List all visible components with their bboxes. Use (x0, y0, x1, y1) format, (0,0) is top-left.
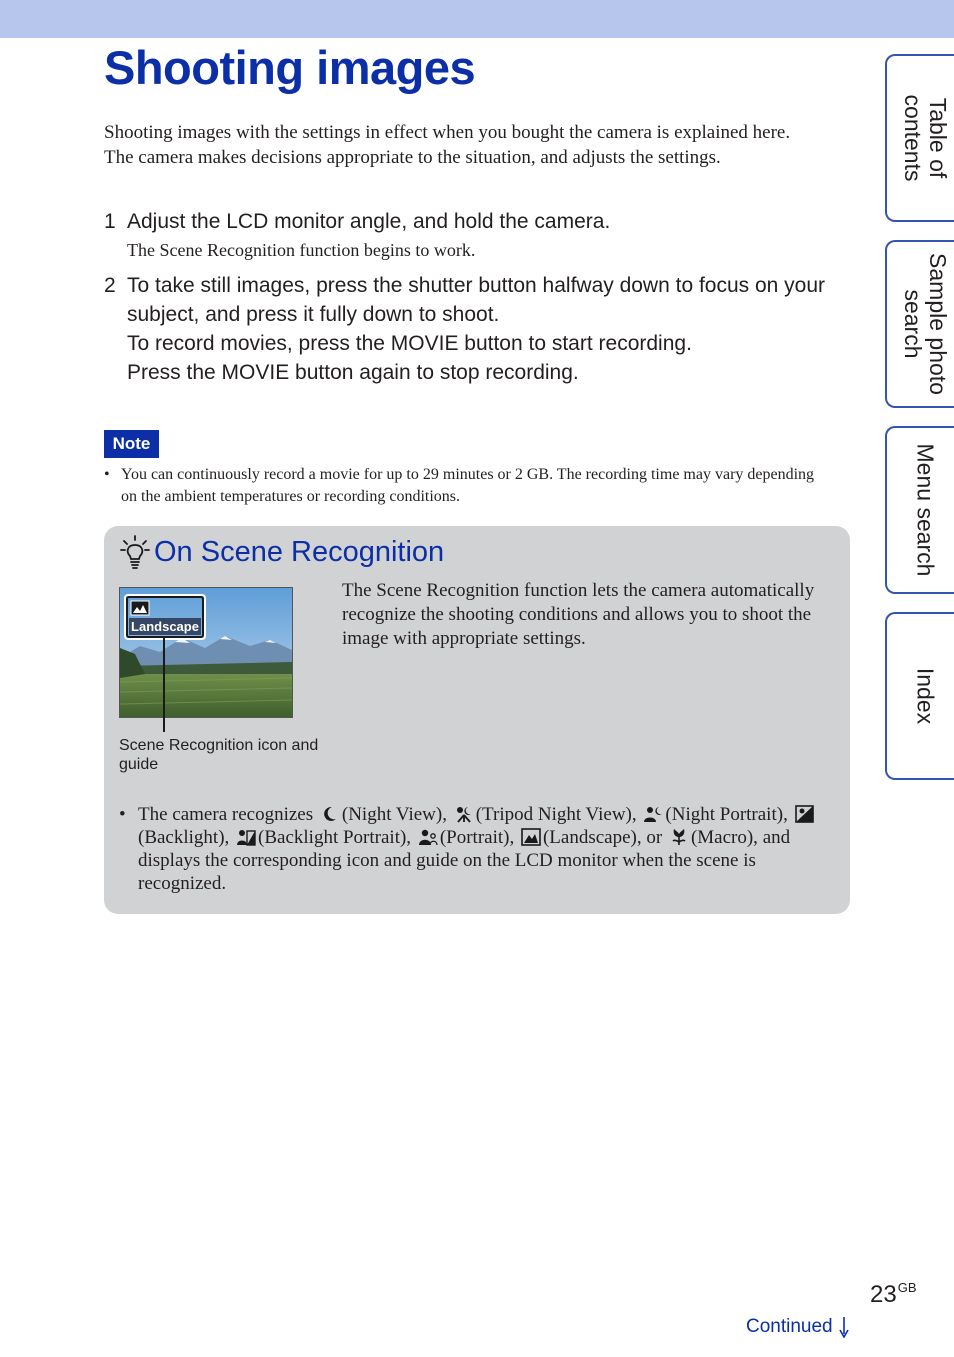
page-title: Shooting images (104, 41, 476, 94)
bullet: • (119, 804, 126, 825)
macro-icon (669, 828, 689, 846)
tripod-night-view-icon (454, 805, 474, 823)
backlight-icon (795, 805, 815, 823)
step-text: To take still images, press the shutter button halfway down to focus on your subject, and press it fully down to shoot. (127, 274, 826, 326)
landscape-photo-image (120, 588, 292, 717)
callout-line (163, 637, 165, 732)
scene-list-text (138, 803, 828, 895)
step-1-subtext: The Scene Recognition function begins to work. (127, 240, 476, 260)
panel-description: The Scene Recognition function lets the camera automatically recognize the shooting conditions and allows you to shoot the image with appropriate settings. (342, 580, 815, 649)
scene-label: (Backlight Portrait), (258, 827, 412, 848)
night-portrait-icon (643, 805, 663, 823)
note-text: You can continuously record a movie for up to 29 minutes or 2 GB. The recording time may vary depending on the ambient temperatures or recording conditions. (121, 466, 815, 505)
step-text: To record movies, press the MOVIE button to start recording. (127, 332, 692, 355)
tab-sample-photo-search[interactable] (885, 240, 954, 408)
night-view-icon (320, 805, 340, 823)
continued-label: Continued (746, 1316, 833, 1337)
step-number: 2 (104, 274, 116, 297)
tab-label: Table of contents (899, 94, 951, 182)
arrow-down-icon (839, 1316, 849, 1338)
intro-line: Shooting images with the settings in effect when you bought the camera is explained here. (104, 122, 791, 143)
scene-label: (Night View), (341, 804, 447, 825)
lightbulb-hint-icon (120, 535, 150, 569)
scene-label: (Macro), (690, 827, 758, 848)
page-number (870, 1280, 917, 1309)
scene-label: (Portrait), (439, 827, 515, 848)
landscape-guide-label: Landscape (131, 619, 199, 634)
tab-label: Menu search (912, 443, 938, 577)
bullet: • (104, 466, 110, 483)
top-band (0, 0, 954, 38)
scene-prefix: The camera recognizes (138, 804, 314, 825)
tab-menu-search[interactable] (885, 426, 954, 594)
scene-label: (Landscape), or (542, 827, 663, 848)
step-text: Press the MOVIE button again to stop recording. (127, 361, 579, 384)
tab-table-of-contents[interactable] (885, 54, 954, 222)
tab-label: Index (912, 667, 938, 725)
step-text: Adjust the LCD monitor angle, and hold the camera. (127, 210, 611, 233)
panel-title: On Scene Recognition (154, 535, 445, 568)
scene-recognition-panel (104, 526, 850, 914)
landscape-icon (521, 828, 541, 846)
tab-index[interactable] (885, 612, 954, 780)
tab-label: Sample photo search (899, 253, 951, 395)
photo-caption: Scene Recognition icon and guide (119, 737, 319, 773)
intro-paragraph (104, 120, 834, 170)
note-badge: Note (104, 430, 159, 458)
scene-label: (Night Portrait), (665, 804, 788, 825)
portrait-icon (418, 828, 438, 846)
page-number-value: 23 (870, 1281, 897, 1308)
backlight-portrait-icon (236, 828, 256, 846)
intro-line: The camera makes decisions appropriate to the situation, and adjusts the settings. (104, 147, 721, 168)
panel-header (120, 534, 444, 570)
page-number-suffix: GB (897, 1280, 917, 1295)
scene-suffix: and displays the corresponding icon and guide on the LCD monitor when the scene is recognized. (138, 827, 791, 894)
landscape-photo (119, 587, 293, 718)
scene-label: (Tripod Night View), (475, 804, 637, 825)
scene-label: (Backlight), (138, 827, 230, 848)
step-number: 1 (104, 210, 116, 233)
continued-link[interactable] (746, 1316, 849, 1338)
